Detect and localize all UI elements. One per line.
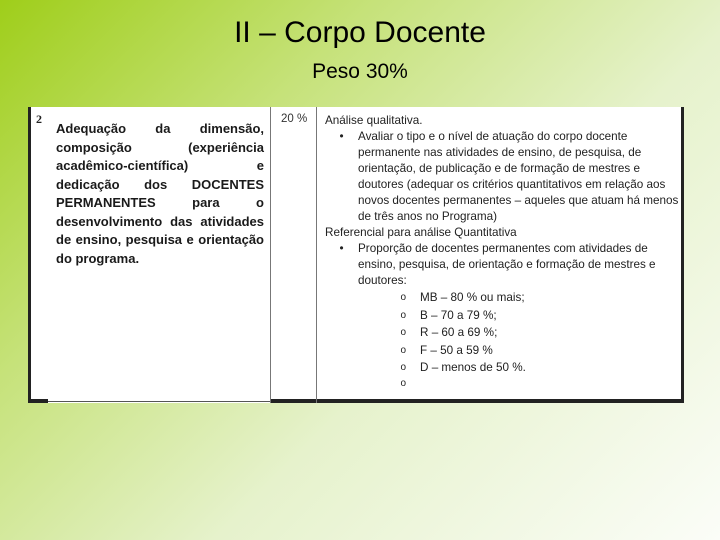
sub-bullet-icon: o [400,327,406,338]
list-item [325,289,679,307]
table-border-right [681,107,684,403]
table-border-bottom-left [28,399,48,403]
criterion-line: do programa. [56,250,140,266]
qualitative-bullet [325,129,679,225]
criterion-text [56,120,264,268]
row-number: 2 [36,112,42,126]
column-divider [270,107,271,403]
criterion-line: Adequação da dimensão, [56,121,264,136]
criterion-line: desenvolvimento das atividades [56,213,264,229]
criterion-line: dedicação dos DOCENTES [56,176,264,192]
bullet-icon: • [339,130,344,143]
bullet-icon: • [339,242,344,255]
table-border-bottom-right [271,399,684,403]
list-item [325,359,679,377]
scale-item-text: MB – 80 % ou mais; [420,291,525,304]
list-item [325,324,679,342]
sub-bullet-icon: o [400,309,406,321]
slide-title: II – Corpo Docente [234,16,486,49]
quantitative-heading: Referencial para análise Quantitativa [325,226,517,239]
sub-bullet-icon: o [400,362,406,373]
sub-bullet-icon: o [400,344,406,356]
criterion-line: composição (experiência [56,139,264,155]
scale-item-text: F – 50 a 59 % [420,343,493,357]
list-item [325,342,679,360]
qualitative-heading: Análise qualitativa. [325,114,423,127]
slide-subtitle: Peso 30% [312,60,408,83]
scale-item-text: D – menos de 50 %. [420,361,526,374]
sub-bullet-icon: o [400,292,406,303]
grading-scale [325,289,679,391]
list-item [325,307,679,325]
criterion-line: acadêmico-científica) e [56,158,264,173]
weight-value: 20 % [281,113,308,125]
list-item [325,377,679,391]
criteria-table [28,107,684,403]
scale-item-text: B – 70 a 79 %; [420,308,497,322]
column-divider [316,107,317,403]
qualitative-bullet-text: Avaliar o tipo e o nível de atuação do corpo docente permanente nas atividades de ensino, de pesquisa, de orientação, de publicação e de formação de mestres e doutores (adequar os critérios quantitativos em relação aos novos docentes permanentes – aqueles que atuam há menos de três anos no Programa) [358,130,679,223]
criterion-line: PERMANENTES para o [56,195,264,210]
sub-bullet-icon: o [400,377,406,389]
quantitative-bullet [325,241,679,289]
evaluation-column [325,113,679,391]
quantitative-bullet-text: Proporção de docentes permanentes com atividades de ensino, pesquisa, de orientação e formação de mestres e doutores: [358,242,656,287]
scale-item-text: R – 60 a 69 %; [420,326,498,339]
table-border-left [28,107,31,403]
criterion-line: de ensino, pesquisa e orientação [56,232,264,247]
table-border-bottom-thin [48,401,272,402]
